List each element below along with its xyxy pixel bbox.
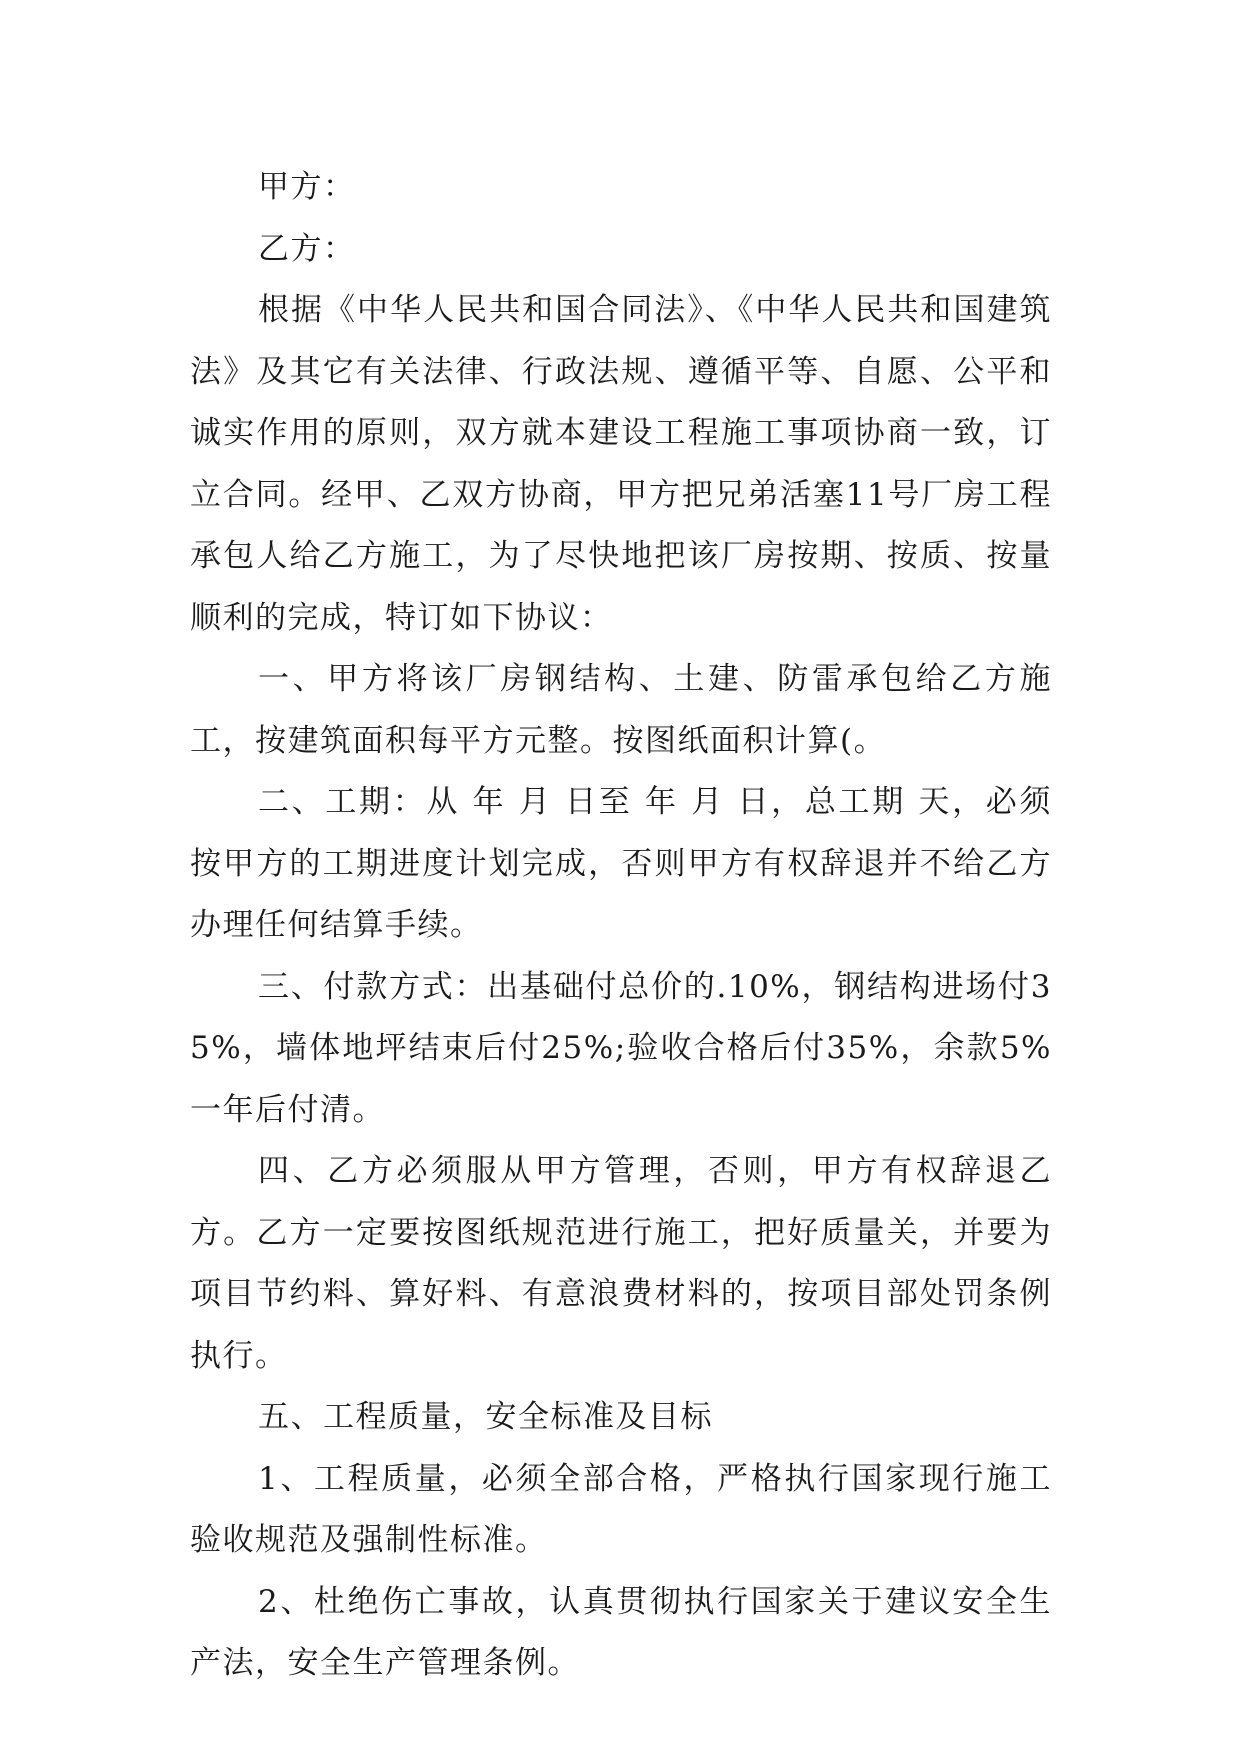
clause-5-heading: 五、工程质量，安全标准及目标: [258, 1399, 713, 1435]
clause-5-item-2: 2、杜绝伤亡事故，认真贯彻执行国家关于建议安全生产法，安全生产管理条例。: [190, 1583, 1052, 1681]
clause-1-scope: 一、甲方将该厂房钢结构、土建、防雷承包给乙方施工，按建筑面积每平方元整。按图纸面积计算(。: [190, 661, 1052, 759]
clause-3-payment: 三、付款方式：出基础付总价的.10%，钢结构进场付35%，墙体地坪结束后付25%;验收合格后付35%，余款5%一年后付清。: [190, 968, 1052, 1128]
preamble-paragraph: 根据《中华人民共和国合同法》、《中华人民共和国建筑法》及其它有关法律、行政法规、遵循平等、自愿、公平和诚实作用的原则，双方就本建设工程施工事项协商一致，订立合同。经甲、乙双方协商，甲方把兄弟活塞11号厂房工程承包人给乙方施工，为了尽快地把该厂房按期、按质、按量顺利的完成，特订如下协议：: [190, 292, 1052, 636]
party-a-line: 甲方：: [258, 169, 356, 205]
clause-2-schedule: 二、工期：从 年 月 日至 年 月 日，总工期 天，必须按甲方的工期进度计划完成，否则甲方有权辞退并不给乙方办理任何结算手续。: [190, 784, 1052, 943]
clause-5-item-1: 1、工程质量，必须全部合格，严格执行国家现行施工验收规范及强制性标准。: [190, 1460, 1052, 1558]
party-b-line: 乙方：: [258, 230, 356, 267]
clause-4-management: 四、乙方必须服从甲方管理，否则，甲方有权辞退乙方。乙方一定要按图纸规范进行施工，把好质量关，并要为项目节约料、算好料、有意浪费材料的，按项目部处罚条例执行。: [190, 1153, 1052, 1374]
document-body: [190, 157, 1052, 1695]
